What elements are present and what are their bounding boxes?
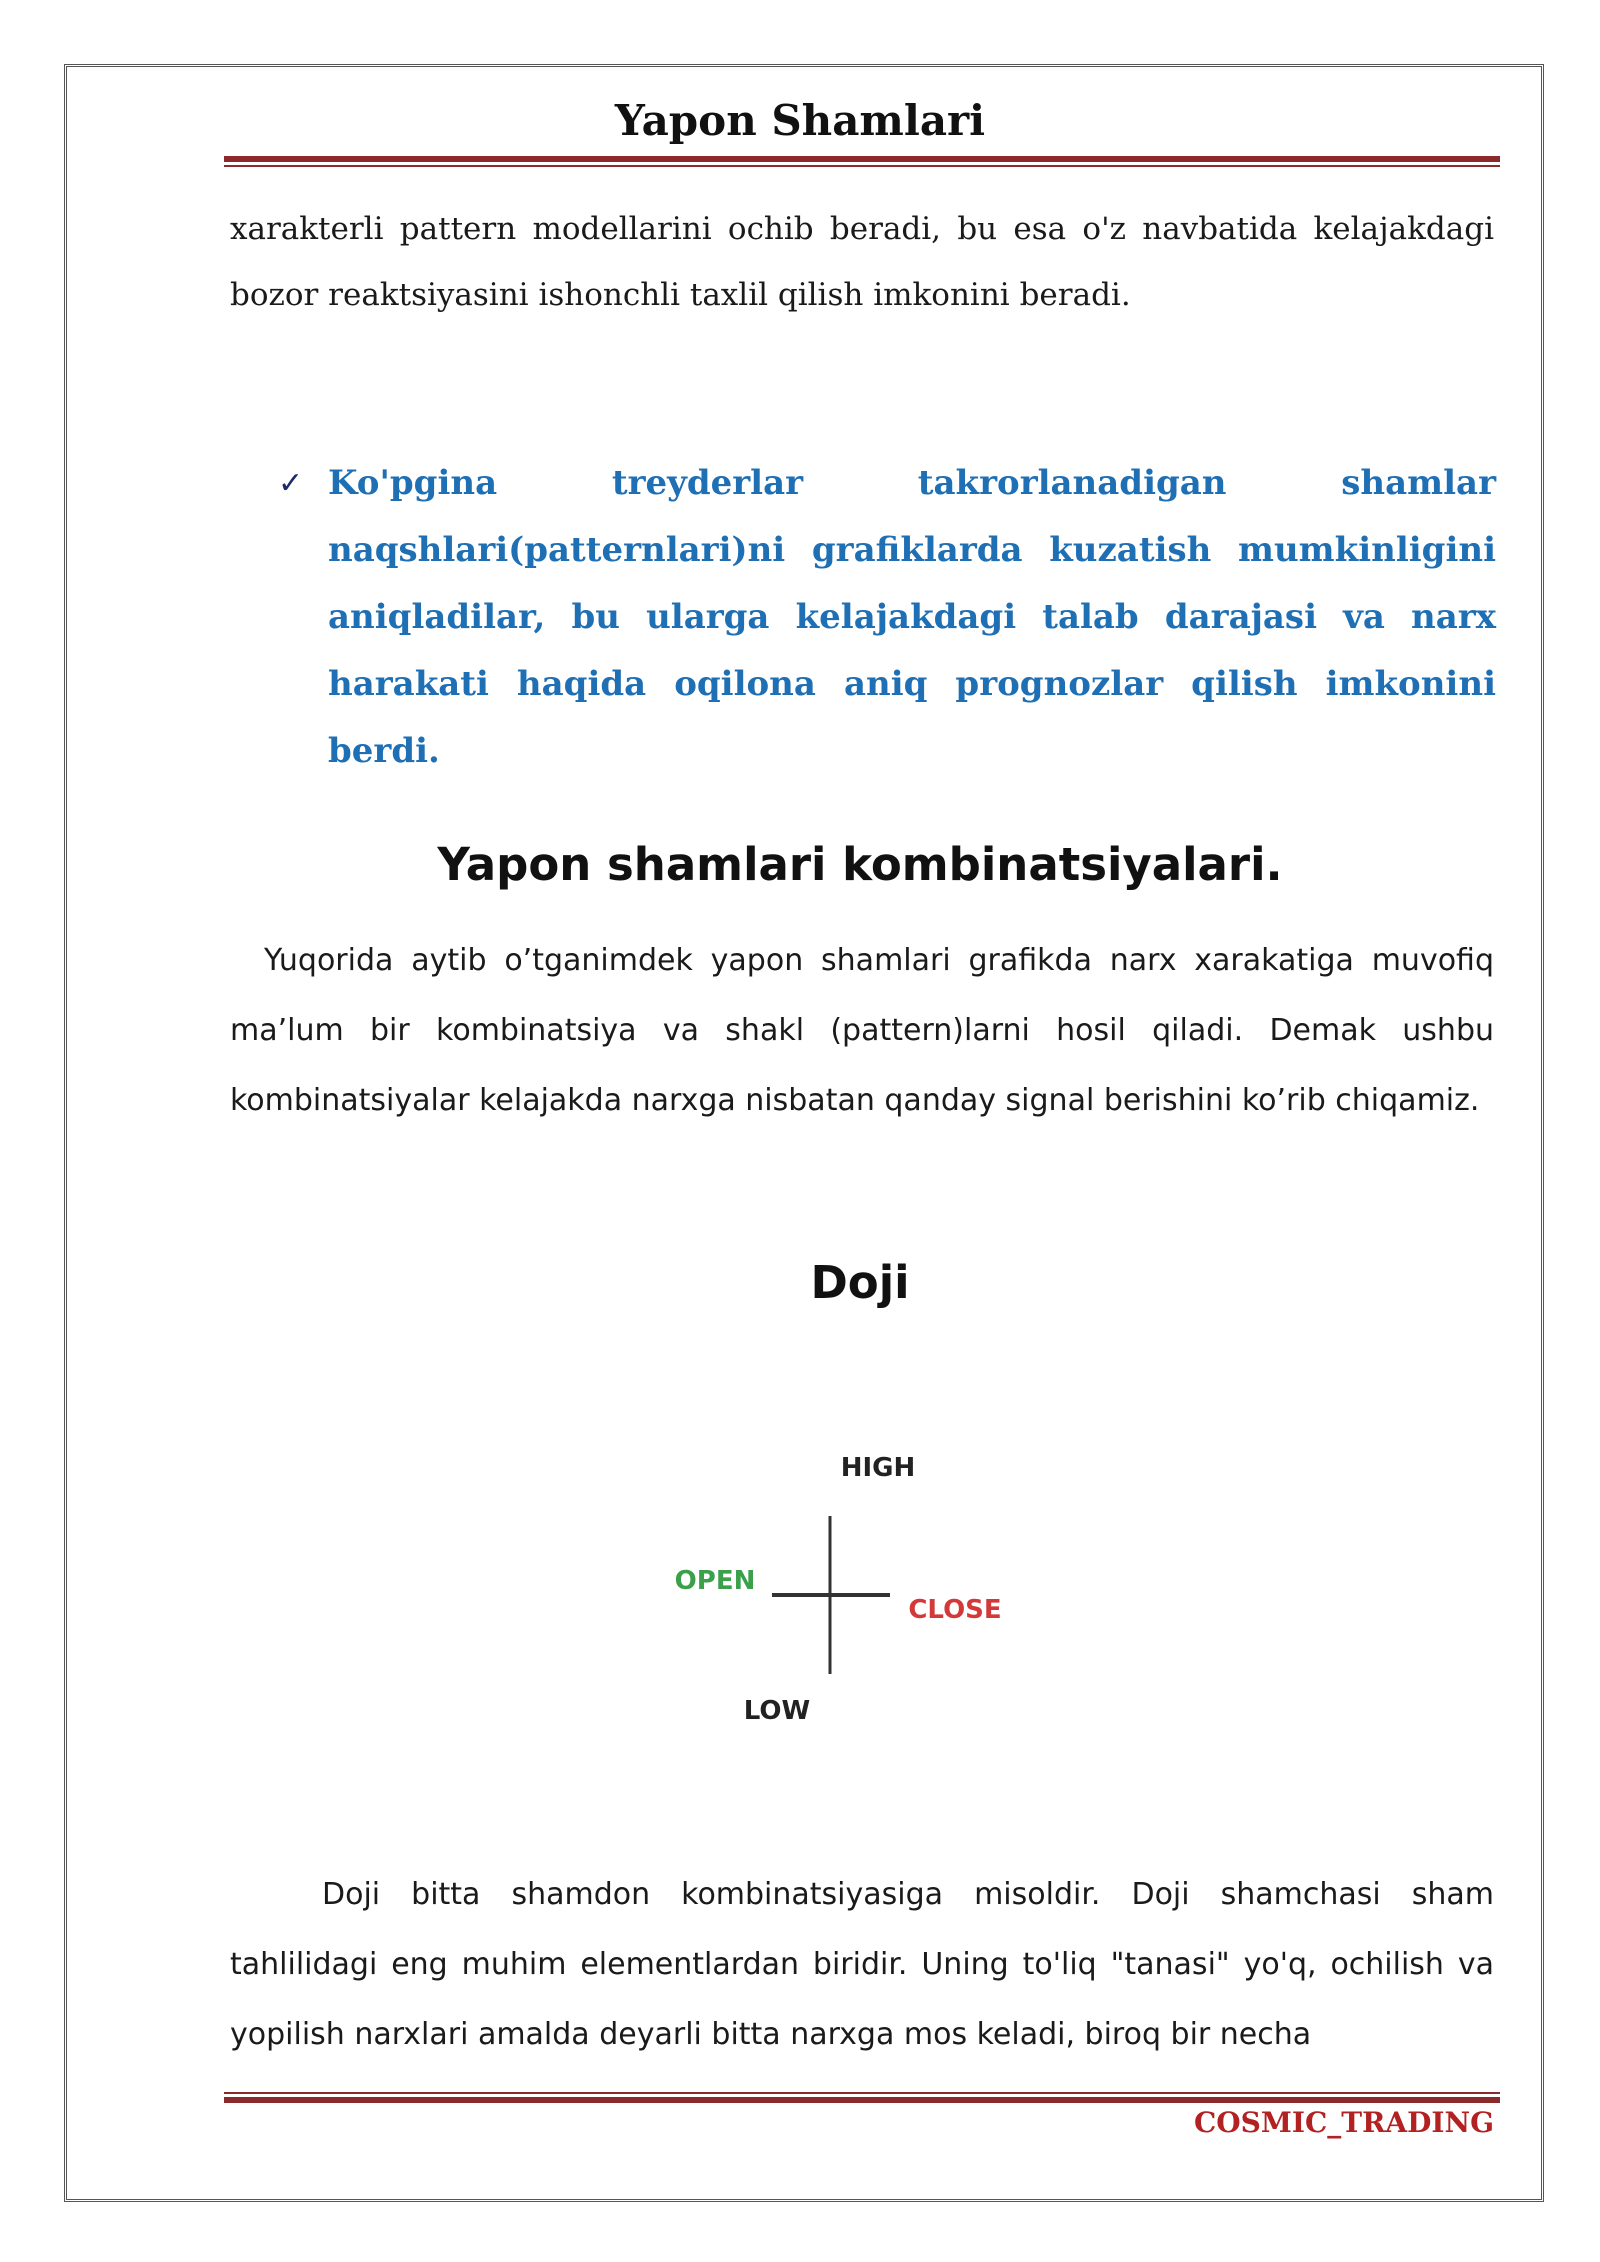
header-rule (224, 156, 1500, 167)
section-paragraph: Yuqorida aytib o’tganimdek yapon shamlari grafikda narx xarakatiga muvofiq ma’lum bir kombinatsiya va shakl (pattern)larni hosil qiladi. Demak ushbu kombinatsiyalar kelajakda narxga nisbatan qanday signal berishini ko’rib chiqamiz. (230, 943, 1494, 1118)
page-header-title: Yapon Shamlari (614, 96, 986, 145)
doji-diagram (640, 1440, 1060, 1740)
doji-close-label: CLOSE (908, 1595, 1002, 1625)
section-title: Yapon shamlari kombinatsiyalari. (437, 838, 1283, 891)
doji-low-label: LOW (743, 1696, 811, 1726)
footer-brand: COSMIC_TRADING (1194, 2106, 1494, 2139)
check-mark-icon: ✓ (278, 466, 304, 501)
doji-high-label: HIGH (840, 1453, 916, 1483)
footer-rule (224, 2092, 1500, 2103)
intro-paragraph: xarakterli pattern modellarini ochib beradi, bu esa o'z navbatida kelajakdagi bozor reaktsiyasini ishonchli taxlil qilish imkonini beradi. (230, 211, 1494, 313)
highlight-text: Ko'pgina treyderlar takrorlanadigan shamlar naqshlari(patternlari)ni grafiklarda kuzatish mumkinligini aniqladilar, bu ularga kelajakdagi talab darajasi va narx harakati haqida oqilona aniq prognozlar qilish imkonini berdi. (328, 463, 1496, 771)
doji-title: Doji (810, 1256, 910, 1309)
doji-open-label: OPEN (674, 1566, 756, 1596)
doji-paragraph: Doji bitta shamdon kombinatsiyasiga misoldir. Doji shamchasi sham tahlilidagi eng muhim elementlardan biridir. Uning to'liq "tanasi" yo'q, ochilish va yopilish narxlari amalda deyarli bitta narxga mos keladi, biroq bir necha (230, 1877, 1494, 2052)
